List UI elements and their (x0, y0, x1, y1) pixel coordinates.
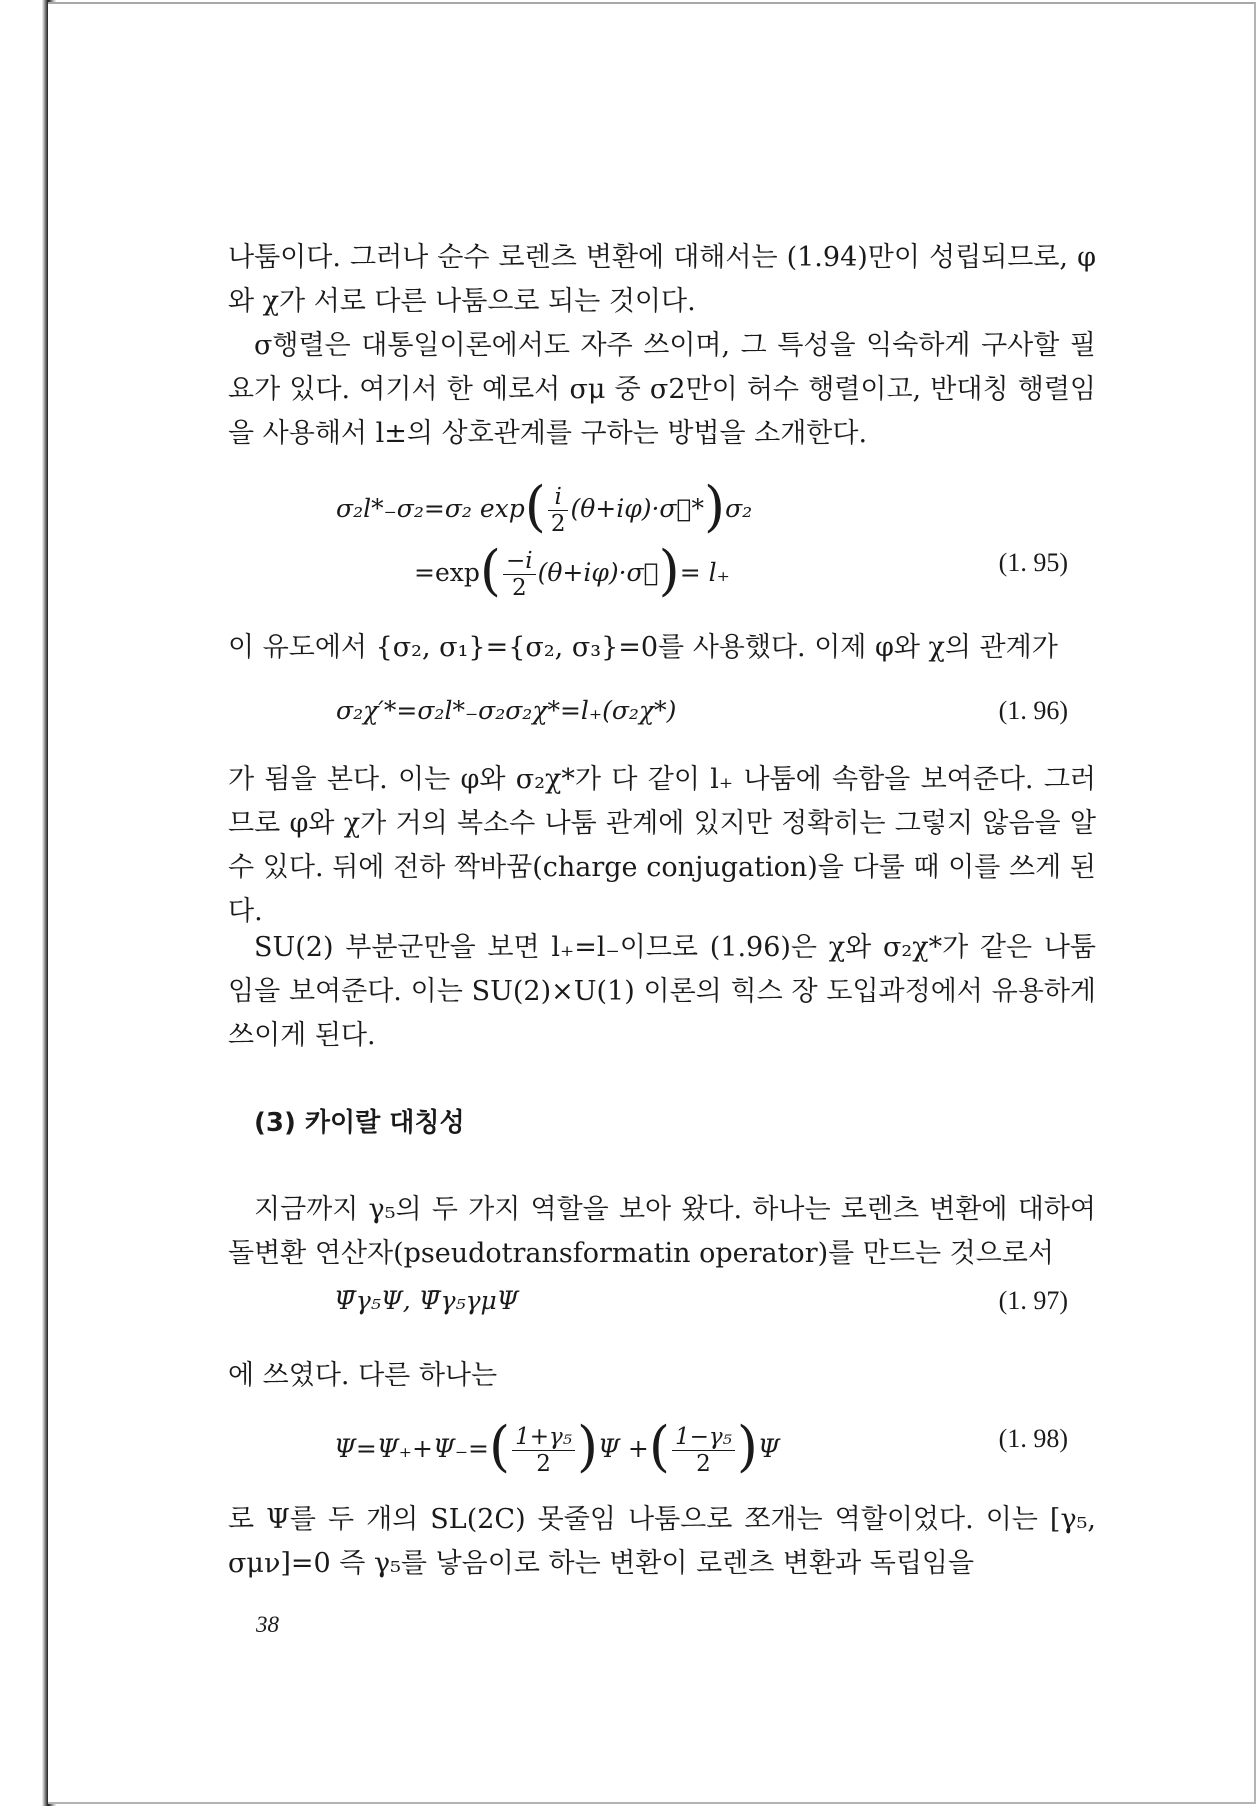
page-number: 38 (256, 1612, 279, 1637)
eq-198-tail: Ψ (757, 1434, 780, 1463)
eq-195-l1-right: (θ+iφ)·σ⃗* (570, 494, 704, 523)
fraction-denominator: 2 (511, 575, 527, 601)
fraction (672, 1424, 735, 1477)
fraction (512, 1424, 575, 1477)
fraction-numerator: −i (503, 548, 536, 575)
eq-195-l1-tail: σ₂ (725, 494, 753, 523)
eq-198-mid: Ψ + (598, 1434, 649, 1463)
right-paren: ) (658, 538, 680, 602)
right-paren: ) (704, 474, 726, 538)
fraction-denominator: 2 (696, 1451, 711, 1477)
eq-198-left: Ψ=Ψ₊+Ψ₋= (334, 1434, 490, 1463)
eq-195-l2-tail: = l₊ (679, 558, 730, 587)
equation-1-95-line-1-body (336, 474, 753, 538)
equation-1-95-line-2 (228, 538, 1068, 602)
fraction (548, 484, 569, 537)
paragraph-1 (228, 236, 1096, 324)
equation-1-97-body: Ψ̄γ₅Ψ, Ψ̄γ₅γμΨ (334, 1286, 519, 1315)
fraction-denominator: 2 (536, 1451, 551, 1477)
equation-number-1-97: (1. 97) (998, 1286, 1068, 1315)
section-heading: (3) 카이랄 대칭성 (254, 1108, 465, 1138)
fraction-denominator: 2 (550, 511, 566, 537)
paragraph-4 (228, 758, 1096, 934)
eq-195-l1-left: σ₂l*₋σ₂=σ₂ exp (336, 494, 525, 523)
paragraph-7 (228, 1354, 1096, 1398)
right-paren: ) (576, 1414, 599, 1478)
equation-number-1-98: (1. 98) (998, 1424, 1068, 1453)
right-paren: ) (736, 1414, 758, 1478)
paragraph-3-text: 이 유도에서 {σ₂, σ₁}={σ₂, σ₃}=0를 사용했다. 이제 φ와 χ의 관계가 (228, 632, 1058, 663)
fraction-numerator: i (548, 484, 569, 511)
paragraph-2 (228, 324, 1096, 456)
left-paren: ( (479, 538, 501, 602)
fraction-numerator: 1−γ₅ (672, 1424, 735, 1451)
equation-1-96-body: σ₂χ′*=σ₂l*₋σ₂σ₂χ*=l₊(σ₂χ*) (336, 696, 677, 725)
eq-195-l2-left: =exp (414, 558, 480, 587)
equation-1-95-line-1 (228, 474, 1068, 538)
paragraph-6-text: 지금까지 γ₅의 두 가지 역할을 보아 왔다. 하나는 로렌츠 변환에 대하여 돌변환 연산자(pseudotransformatin operator)를 만드는 것으로서 (228, 1194, 1096, 1269)
eq-195-l2-right: (θ+iφ)·σ⃗ (537, 558, 659, 587)
paragraph-8 (228, 1498, 1096, 1586)
equation-1-98 (228, 1414, 1068, 1478)
paragraph-6 (228, 1188, 1096, 1276)
equation-number-1-95: (1. 95) (998, 548, 1068, 577)
paragraph-4-text: 가 됨을 본다. 이는 φ와 σ₂χ*가 다 같이 l₊ 나툼에 속함을 보여준다. 그러므로 φ와 χ가 거의 복소수 나툼 관계에 있지만 정확히는 그렇지 않음을 알 수 있다. 뒤에 전하 짝바꿈(charge conjugation)을 다룰 때 이를 쓰게 된다. (228, 764, 1096, 927)
paragraph-5-text: SU(2) 부분군만을 보면 l₊=l₋이므로 (1.96)은 χ와 σ₂χ*가 같은 나툼임을 보여준다. 이는 SU(2)×U(1) 이론의 힉스 장 도입과정에서 유용하게 쓰이게 된다. (228, 932, 1096, 1051)
paragraph-3 (228, 626, 1096, 670)
equation-1-96 (228, 696, 1068, 740)
paragraph-2-text: σ행렬은 대통일이론에서도 자주 쓰이며, 그 특성을 익숙하게 구사할 필요가 있다. 여기서 한 예로서 σμ 중 σ2만이 허수 행렬이고, 반대칭 행렬임을 사용해서 l±의 상호관계를 구하는 방법을 소개한다. (228, 330, 1096, 449)
left-paren: ( (524, 474, 546, 538)
fraction (503, 548, 536, 601)
equation-number-1-96: (1. 96) (998, 696, 1068, 725)
left-paren: ( (489, 1414, 511, 1478)
equation-1-98-body (334, 1414, 780, 1478)
paragraph-7-text: 에 쓰였다. 다른 하나는 (228, 1360, 498, 1391)
equation-1-95-line-2-body (414, 538, 730, 602)
equation-1-97 (228, 1286, 1068, 1330)
paragraph-1-text: 나툼이다. 그러나 순수 로렌츠 변환에 대해서는 (1.94)만이 성립되므로, φ와 χ가 서로 다른 나툼으로 되는 것이다. (228, 242, 1096, 317)
left-paren: ( (648, 1414, 670, 1478)
fraction-numerator: 1+γ₅ (512, 1424, 575, 1451)
paragraph-8-text: 로 Ψ를 두 개의 SL(2C) 못줄임 나툼으로 쪼개는 역할이었다. 이는 [γ₅, σμν]=0 즉 γ₅를 낳음이로 하는 변환이 로렌츠 변환과 독립임을 (228, 1504, 1096, 1579)
paragraph-5 (228, 926, 1096, 1058)
